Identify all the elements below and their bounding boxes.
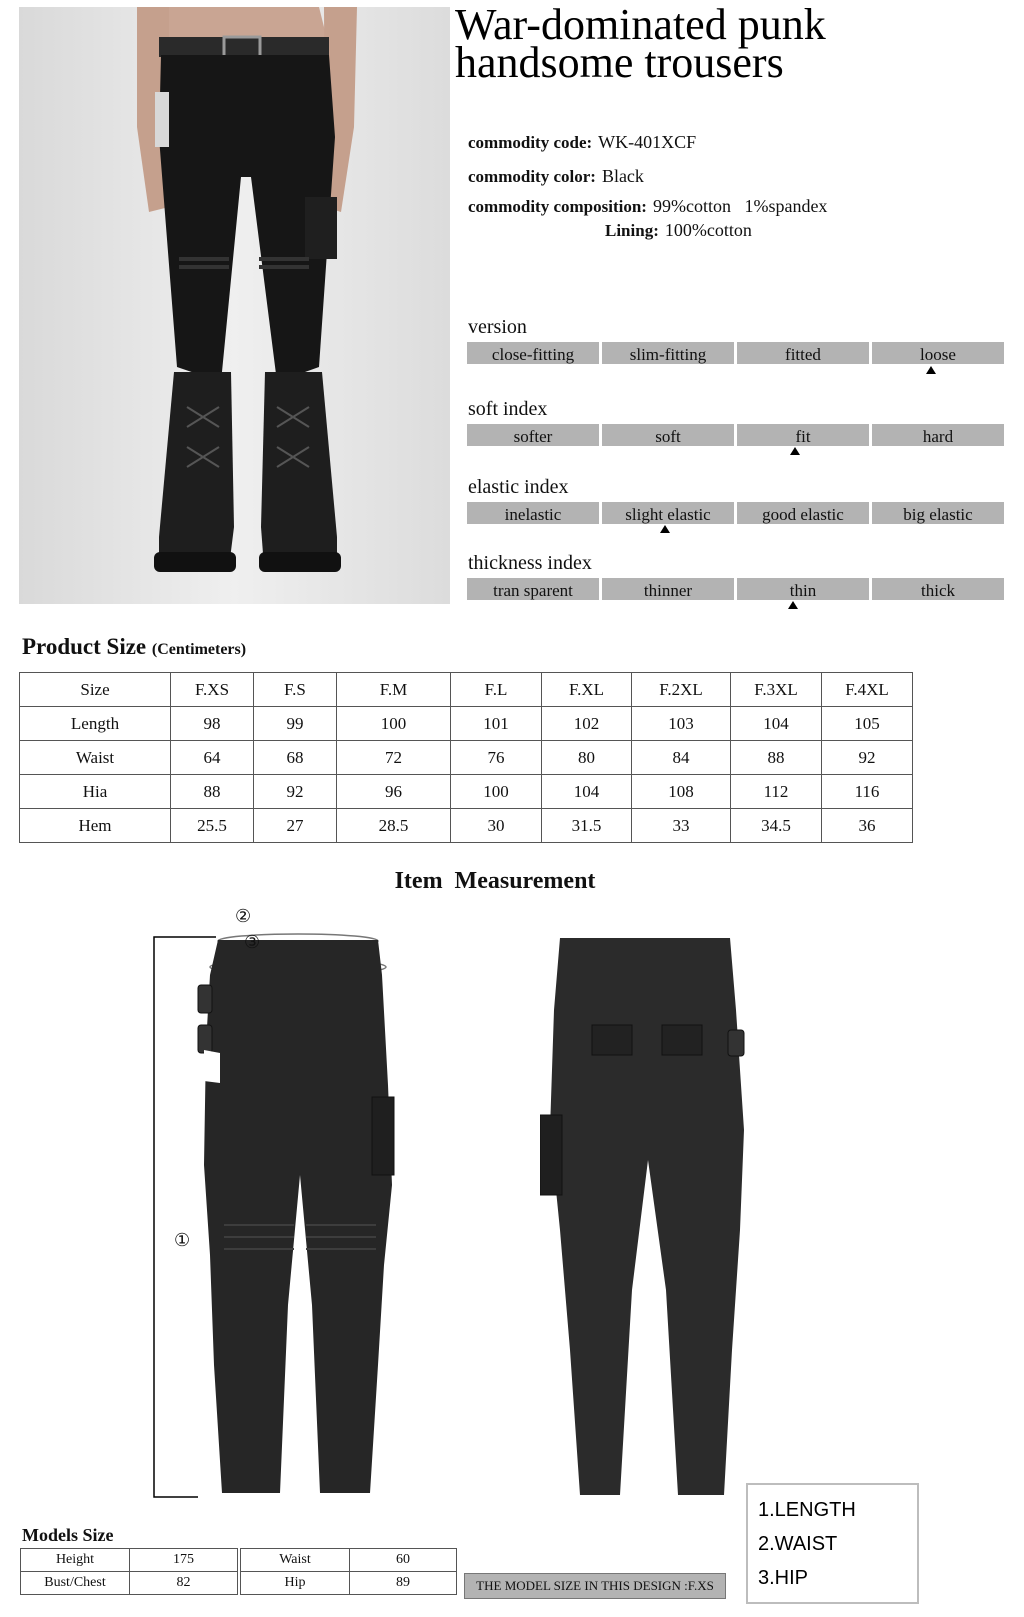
soft-index-option: soft (602, 424, 734, 446)
version-marker-icon (926, 366, 936, 374)
table-header-cell: F.3XL (731, 673, 822, 707)
elastic-index-option: inelastic (467, 502, 599, 524)
table-header-cell: F.M (337, 673, 451, 707)
model-size-note: THE MODEL SIZE IN THIS DESIGN :F.XS (464, 1573, 726, 1599)
soft-index-title: soft index (468, 398, 548, 420)
table-row (21, 1572, 238, 1595)
table-cell: 25.5 (171, 809, 254, 843)
table-cell: 27 (254, 809, 337, 843)
table-cell: 36 (822, 809, 913, 843)
table-cell: 68 (254, 741, 337, 775)
table-cell: 99 (254, 707, 337, 741)
table-header-cell: F.L (451, 673, 542, 707)
table-cell: 116 (822, 775, 913, 809)
front-view-illustration (140, 925, 440, 1510)
models-size-table-right (240, 1548, 457, 1595)
table-cell: Hem (20, 809, 171, 843)
table-cell: 34.5 (731, 809, 822, 843)
table-cell: 105 (822, 707, 913, 741)
models-size-title: Models Size (22, 1525, 114, 1545)
table-header-cell: F.XS (171, 673, 254, 707)
table-cell: Length (20, 707, 171, 741)
product-size-table (19, 672, 913, 843)
table-cell: 28.5 (337, 809, 451, 843)
table-cell: 100 (451, 775, 542, 809)
spec-commodity-code (468, 132, 696, 153)
table-cell: 89 (350, 1572, 457, 1595)
version-option: loose (872, 342, 1004, 364)
thickness-index-option: thin (737, 578, 869, 600)
spec-lining-label: Lining: (605, 221, 659, 240)
measurement-legend (746, 1483, 919, 1604)
elastic-index-bar (467, 502, 1004, 524)
waist-marker-label: ② (235, 906, 252, 927)
table-cell: 100 (337, 707, 451, 741)
thickness-index-marker-icon (788, 601, 798, 609)
table-cell: 102 (542, 707, 632, 741)
model-photo (19, 7, 450, 604)
thickness-index-option: tran sparent (467, 578, 599, 600)
table-cell: 108 (632, 775, 731, 809)
spec-commodity-composition (468, 196, 827, 217)
table-row (20, 809, 913, 843)
table-header-cell: F.S (254, 673, 337, 707)
table-cell: 112 (731, 775, 822, 809)
product-title (455, 0, 1015, 87)
table-cell: 31.5 (542, 809, 632, 843)
hip-marker-label: ③ (244, 932, 261, 953)
version-option: close-fitting (467, 342, 599, 364)
table-cell: 76 (451, 741, 542, 775)
soft-index-option: hard (872, 424, 1004, 446)
table-row (241, 1549, 457, 1572)
table-cell: 88 (171, 775, 254, 809)
table-cell: 30 (451, 809, 542, 843)
thickness-index-option: thick (872, 578, 1004, 600)
elastic-index-title: elastic index (468, 476, 569, 498)
table-cell: Waist (20, 741, 171, 775)
table-row (241, 1572, 457, 1595)
table-cell: 88 (731, 741, 822, 775)
version-bar (467, 342, 1004, 364)
product-size-unit: (Centimeters) (151, 641, 247, 658)
table-header-cell: Size (20, 673, 171, 707)
table-cell: 60 (350, 1549, 457, 1572)
spec-composition-value: 99%cotton 1%spandex (652, 196, 828, 216)
spec-color-label: commodity color: (468, 167, 596, 186)
spec-code-value: WK-401XCF (598, 132, 697, 152)
table-cell: Height (21, 1549, 130, 1572)
table-row (20, 707, 913, 741)
thickness-index-title: thickness index (468, 552, 592, 574)
table-row (20, 775, 913, 809)
table-cell: 104 (731, 707, 822, 741)
elastic-index-option: slight elastic (602, 502, 734, 524)
soft-index-option: softer (467, 424, 599, 446)
models-size-table-left (20, 1548, 238, 1595)
table-cell: 104 (542, 775, 632, 809)
table-cell: 84 (632, 741, 731, 775)
table-cell: 33 (632, 809, 731, 843)
elastic-index-marker-icon (660, 525, 670, 533)
legend-item-hip: 3.HIP (758, 1567, 809, 1589)
spec-composition-label: commodity composition: (468, 197, 647, 216)
spec-color-value: Black (601, 166, 644, 186)
product-title-line-2: handsome trousers (455, 38, 784, 87)
table-cell: 96 (337, 775, 451, 809)
soft-index-bar (467, 424, 1004, 446)
item-measurement-title: Item Measurement (394, 868, 596, 894)
spec-commodity-color (468, 166, 644, 187)
legend-item-length: 1.LENGTH (758, 1499, 856, 1521)
table-cell: Bust/Chest (21, 1572, 130, 1595)
table-cell: Waist (241, 1549, 350, 1572)
table-header-cell: F.4XL (822, 673, 913, 707)
table-cell: Hip (241, 1572, 350, 1595)
table-cell: 175 (130, 1549, 238, 1572)
spec-code-label: commodity code: (468, 133, 593, 152)
table-cell: 101 (451, 707, 542, 741)
table-row (21, 1549, 238, 1572)
spec-lining-value: 100%cotton (664, 220, 752, 240)
thickness-index-bar (467, 578, 1004, 600)
table-cell: 98 (171, 707, 254, 741)
length-marker-label: ① (174, 1230, 191, 1251)
soft-index-option: fit (737, 424, 869, 446)
table-header-cell: F.XL (542, 673, 632, 707)
legend-item-waist: 2.WAIST (758, 1533, 838, 1555)
elastic-index-option: big elastic (872, 502, 1004, 524)
table-cell: Hia (20, 775, 171, 809)
table-row (20, 741, 913, 775)
spec-lining (605, 220, 752, 241)
table-header-row (20, 673, 913, 707)
version-option: slim-fitting (602, 342, 734, 364)
back-view-illustration (540, 930, 750, 1505)
thickness-index-option: thinner (602, 578, 734, 600)
table-cell: 80 (542, 741, 632, 775)
version-title: version (468, 316, 527, 338)
product-title-line-1: War-dominated punk (455, 0, 826, 49)
table-cell: 92 (822, 741, 913, 775)
soft-index-marker-icon (790, 447, 800, 455)
elastic-index-option: good elastic (737, 502, 869, 524)
table-cell: 103 (632, 707, 731, 741)
table-header-cell: F.2XL (632, 673, 731, 707)
product-size-heading: Product Size (22, 634, 147, 659)
version-option: fitted (737, 342, 869, 364)
table-cell: 82 (130, 1572, 238, 1595)
table-cell: 72 (337, 741, 451, 775)
table-cell: 64 (171, 741, 254, 775)
table-cell: 92 (254, 775, 337, 809)
product-size-title (22, 634, 246, 660)
